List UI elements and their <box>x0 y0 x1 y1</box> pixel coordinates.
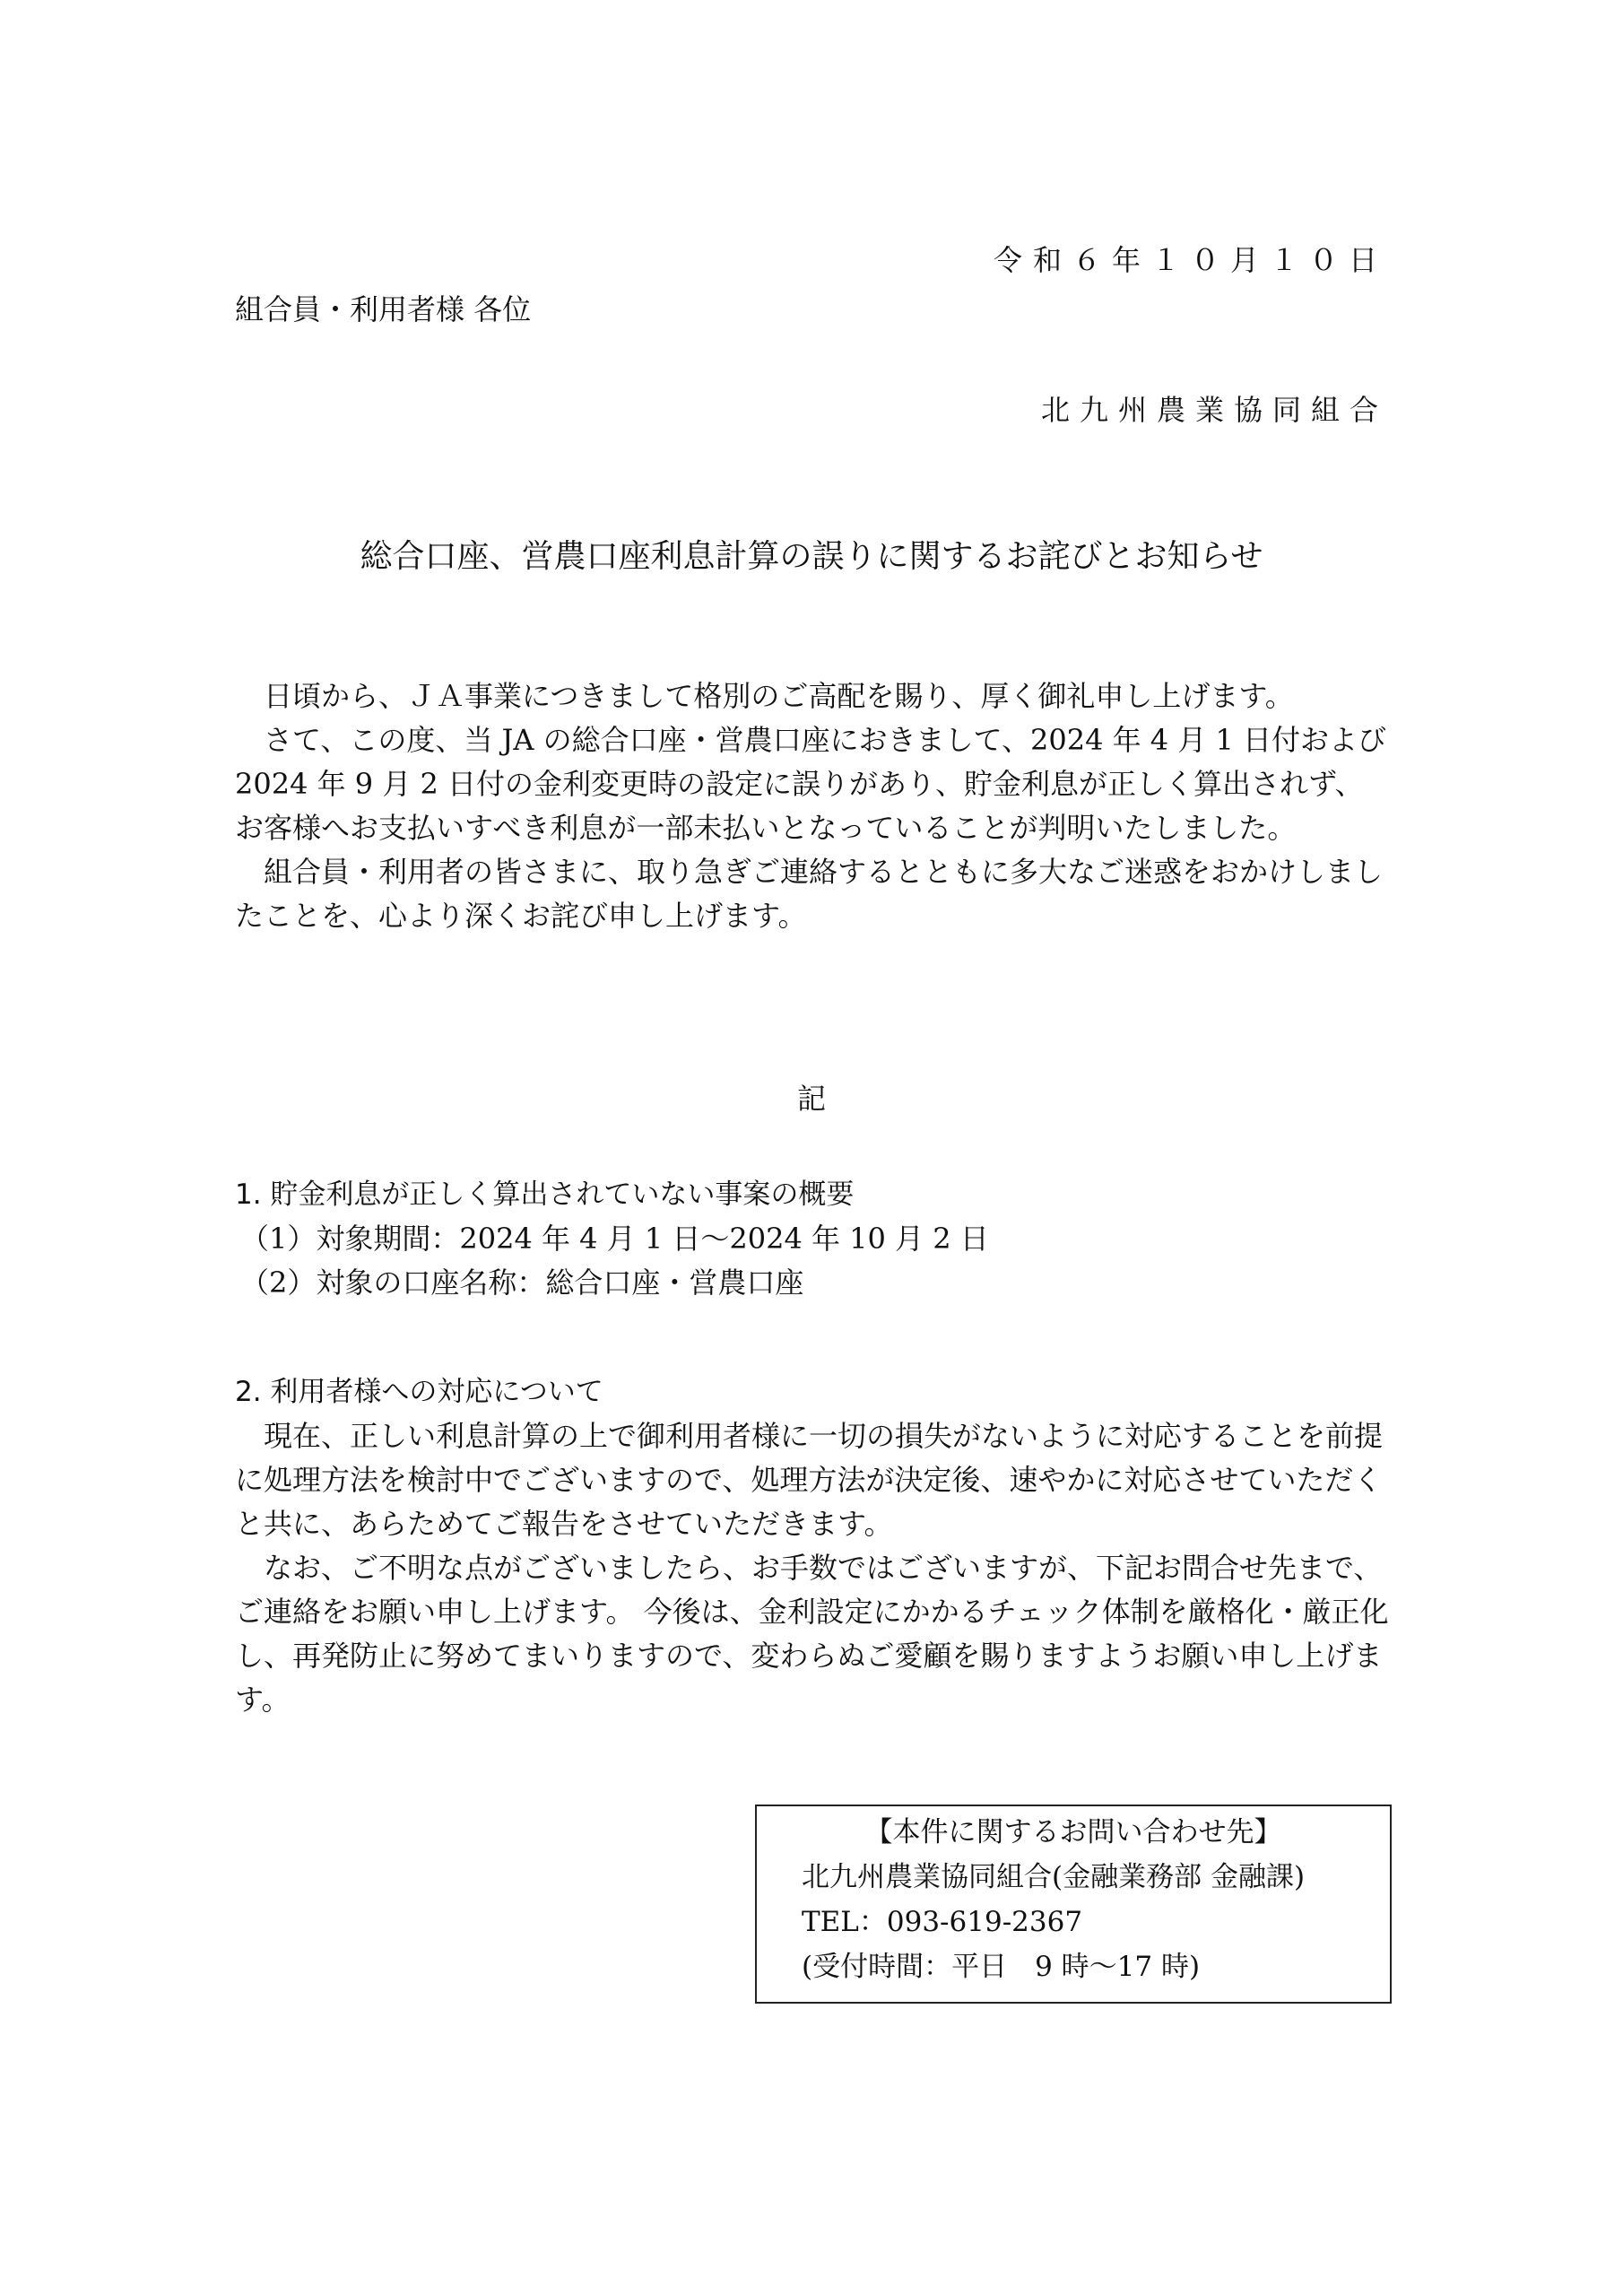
ki-marker: 記 <box>796 1082 826 1116</box>
sender-organization: 北九州農業協同組合 <box>1040 393 1388 427</box>
document-title: 総合口座、営農口座利息計算の誤りに関するお詫びとお知らせ <box>360 538 1263 575</box>
intro-section <box>235 674 1392 938</box>
intro-paragraph-3: 組合員・利用者の皆さまに、取り急ぎご連絡するとともに多大なご迷惑をおかけしましたことを、心より深くお詫び申し上げます。 <box>235 855 1384 933</box>
section-2-paragraph-1: 現在、正しい利息計算の上で御利用者様に一切の損失がないように対応することを前提に処理方法を検討中でございますので、処理方法が決定後、速やかに対応させていただくと共に、あらためてご報告をさせていただきます。 <box>235 1419 1384 1541</box>
section-2-heading: 2. 利用者様への対応について <box>235 1376 603 1408</box>
intro-paragraph-1: 日頃から、ＪＡ事業につきまして格別のご高配を賜り、厚く御礼申し上げます。 <box>264 679 1294 713</box>
contact-title: 【本件に関するお問い合わせ先】 <box>864 1816 1282 1848</box>
contact-phone: TEL：093-619-2367 <box>802 1906 1083 1938</box>
recipient: 組合員・利用者様 各位 <box>235 292 532 326</box>
section-1-item-period: （1）対象期間：2024 年 4 月 1 日～2024 年 10 月 2 日 <box>240 1222 989 1256</box>
section-1-heading: 1. 貯金利息が正しく算出されていない事案の概要 <box>235 1178 855 1211</box>
contact-box <box>755 1805 1392 2004</box>
contact-organization: 北九州農業協同組合(金融業務部 金融課) <box>802 1861 1306 1893</box>
section-2-paragraph-2: なお、ご不明な点がございましたら、お手数ではございますが、下記お問合せ先まで、ご連絡をお願い申し上げます。 今後は、金利設定にかかるチェック体制を厳格化・厳正化し、再発防止に努めてまいりますので、変わらぬご愛顧を賜りますようお願い申し上げます。 <box>235 1551 1389 1717</box>
contact-hours: (受付時間：平日 9 時～17 時) <box>802 1951 1201 1983</box>
section-1-item-accounts: （2）対象の口座名称：総合口座・営農口座 <box>240 1265 804 1300</box>
issue-date: 令和６年１０月１０日 <box>993 243 1388 277</box>
section-response <box>235 1370 1392 1722</box>
section-overview <box>235 1173 1392 1305</box>
intro-paragraph-2: さて、この度、当 JA の総合口座・営農口座におきまして、2024 年 4 月 1 日付および 2024 年 9 月 2 日付の金利変更時の設定に誤りがあり、貯金利息が正しく算出されず、お客様へお支払いすべき利息が一部未払いとなっていることが判明いたしました。 <box>235 723 1387 845</box>
